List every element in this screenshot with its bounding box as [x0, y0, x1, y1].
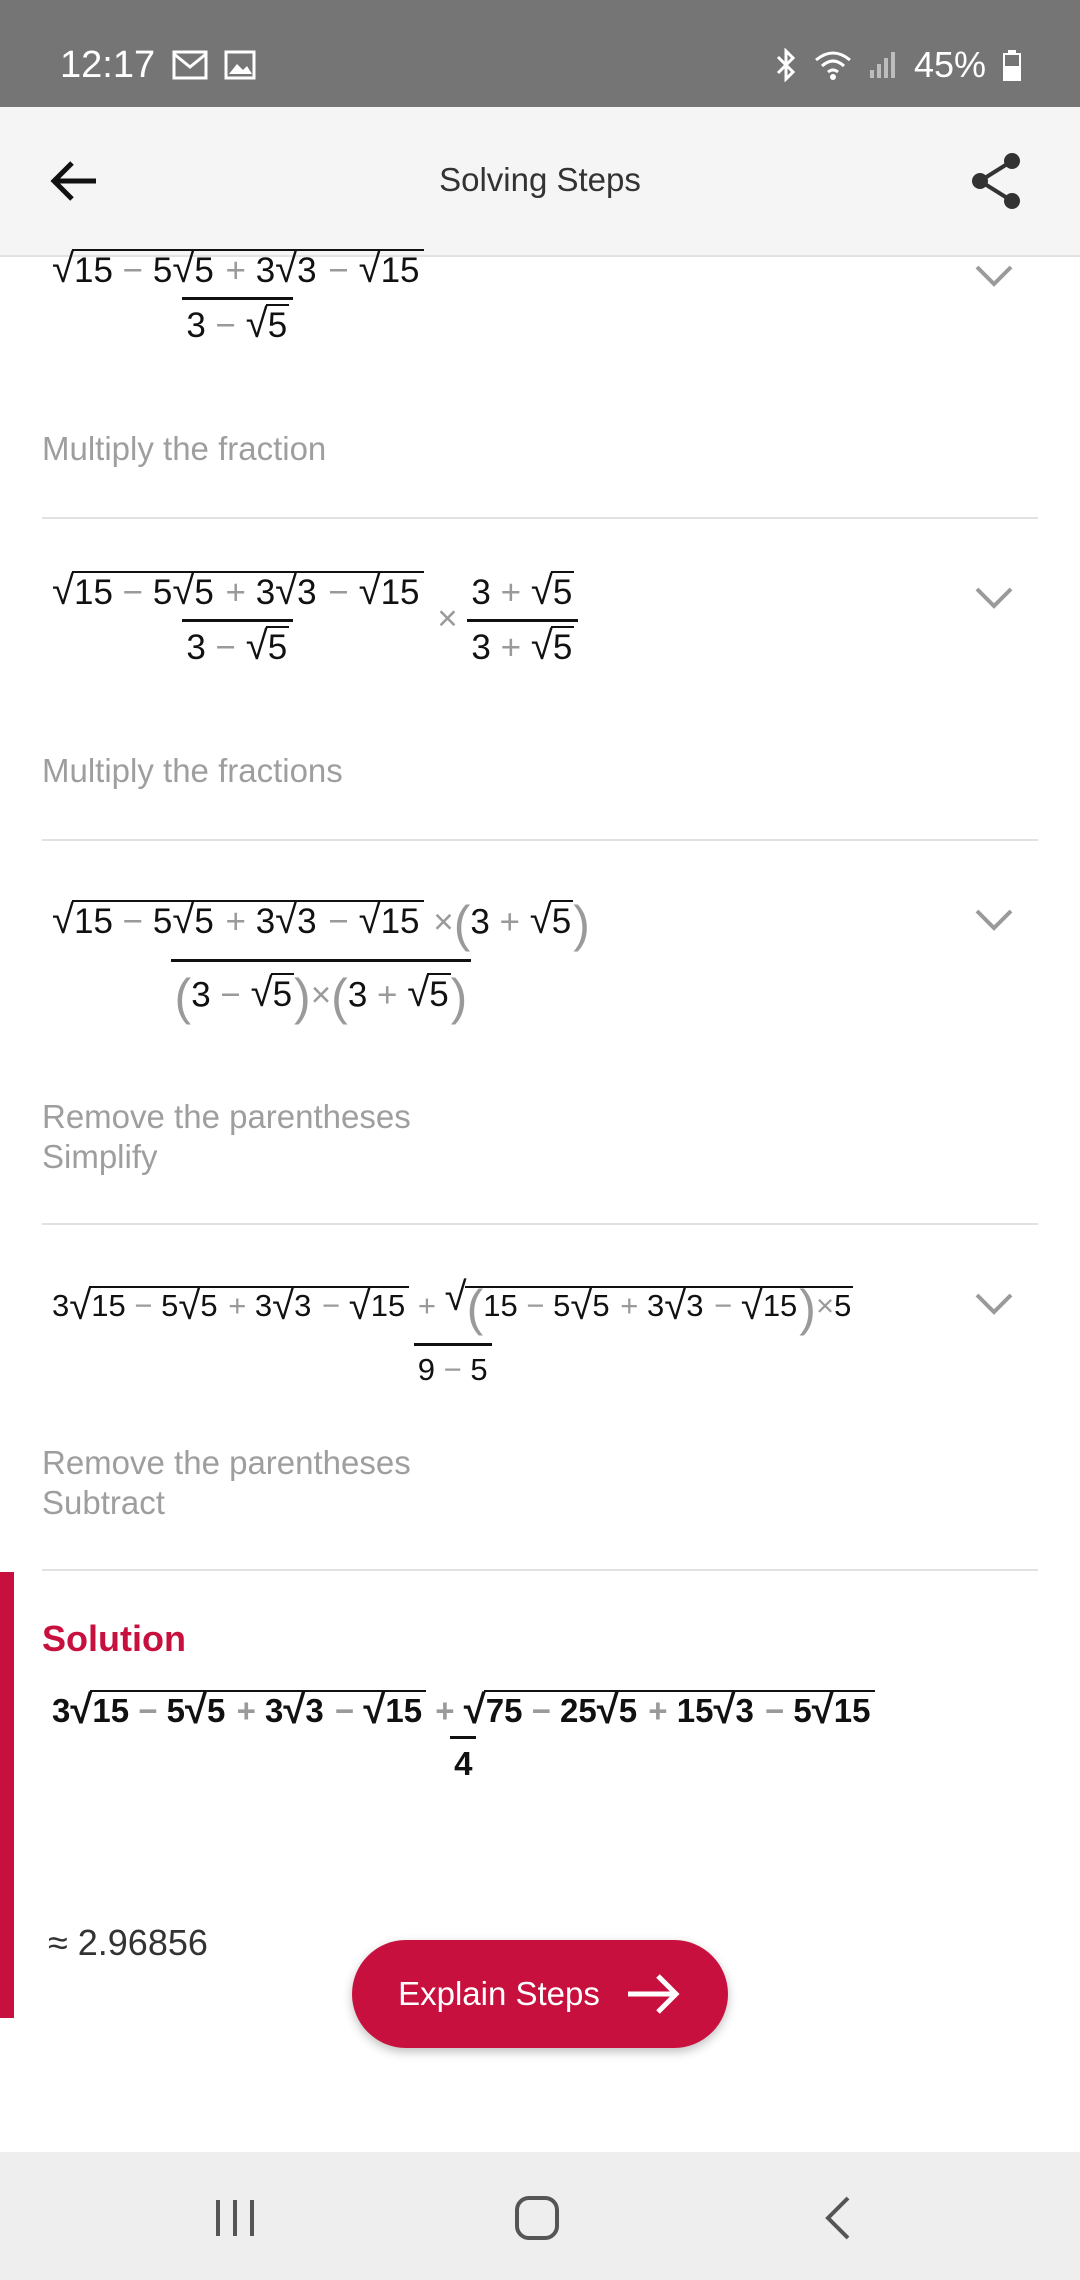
- status-bar: [0, 0, 1080, 107]
- solution-accent-bar: [0, 1572, 14, 2018]
- wifi-icon: [814, 50, 852, 80]
- divider: [42, 1569, 1038, 1571]
- step-3-description: Remove the parentheses Simplify: [42, 1098, 411, 1175]
- solution-expression: $\frac{3√ 15 - 5√ 5 + 3√ 3 - √ 15 + √ 75 - 25√ 5 + 15√ 3 - 5√ 15}{4}$: [48, 1692, 879, 1783]
- step-1-description: Multiply the fraction: [42, 430, 327, 467]
- chevron-down-icon[interactable]: [974, 1291, 1014, 1317]
- step-1-expression: √ $\frac{15 - 5√ 5 + 3√ 3 - √ 15}{3 - √ 5}$: [48, 251, 428, 346]
- divider: [42, 1223, 1038, 1225]
- explain-steps-label: Explain Steps: [398, 1975, 600, 2012]
- arrow-right-icon: [626, 1972, 682, 2016]
- gmail-icon: [172, 50, 208, 80]
- chevron-down-icon[interactable]: [974, 585, 1014, 611]
- system-nav-bar: [0, 2152, 1080, 2280]
- page-title: Solving Steps: [439, 161, 641, 198]
- divider: [42, 839, 1038, 841]
- divider: [42, 517, 1038, 519]
- status-time: 12:17: [60, 44, 156, 86]
- nav-back-icon[interactable]: [814, 2196, 864, 2240]
- chevron-down-icon[interactable]: [974, 907, 1014, 933]
- chevron-down-icon[interactable]: [974, 263, 1014, 289]
- gallery-icon: [224, 50, 256, 80]
- solution-title: Solution: [42, 1618, 186, 1659]
- step-2-expression: √ $\frac{15 - 5√ 5 + 3√ 3 - √ 15}{3 - √ 5}$ × $\frac{3 + √ 5}{3 + √ 5}$: [48, 573, 578, 668]
- app-bar: [0, 107, 1080, 257]
- notification-icons: [172, 50, 256, 80]
- approx-value: ≈ 2.96856: [48, 1922, 208, 1963]
- battery-icon: [1002, 49, 1022, 81]
- signal-icon: [868, 50, 898, 80]
- step-3-expression: √ $\frac{15 - 5√ 5 + 3√ 3 - √ 15 \times(3 + √ 5)}{(3 - √ 5)\times(3 + √ 5)}$: [48, 895, 594, 1026]
- recents-icon[interactable]: [210, 2196, 260, 2240]
- share-icon[interactable]: [968, 151, 1024, 211]
- step-4-expression: $\frac{3√ 15 - 5√ 5 + 3√ 3 - √ 15 + √ (15 - 5√ 5 + 3√ 3 - √ 15)\times 5}{9 - 5}$: [48, 1279, 857, 1388]
- battery-percent: 45%: [913, 44, 986, 85]
- bluetooth-icon: [774, 48, 798, 82]
- explain-steps-button[interactable]: [352, 1940, 728, 2048]
- step-2-description: Multiply the fractions: [42, 752, 343, 789]
- step-4-description: Remove the parentheses Subtract: [42, 1444, 411, 1521]
- status-right: [774, 44, 1022, 86]
- home-icon[interactable]: [512, 2196, 562, 2240]
